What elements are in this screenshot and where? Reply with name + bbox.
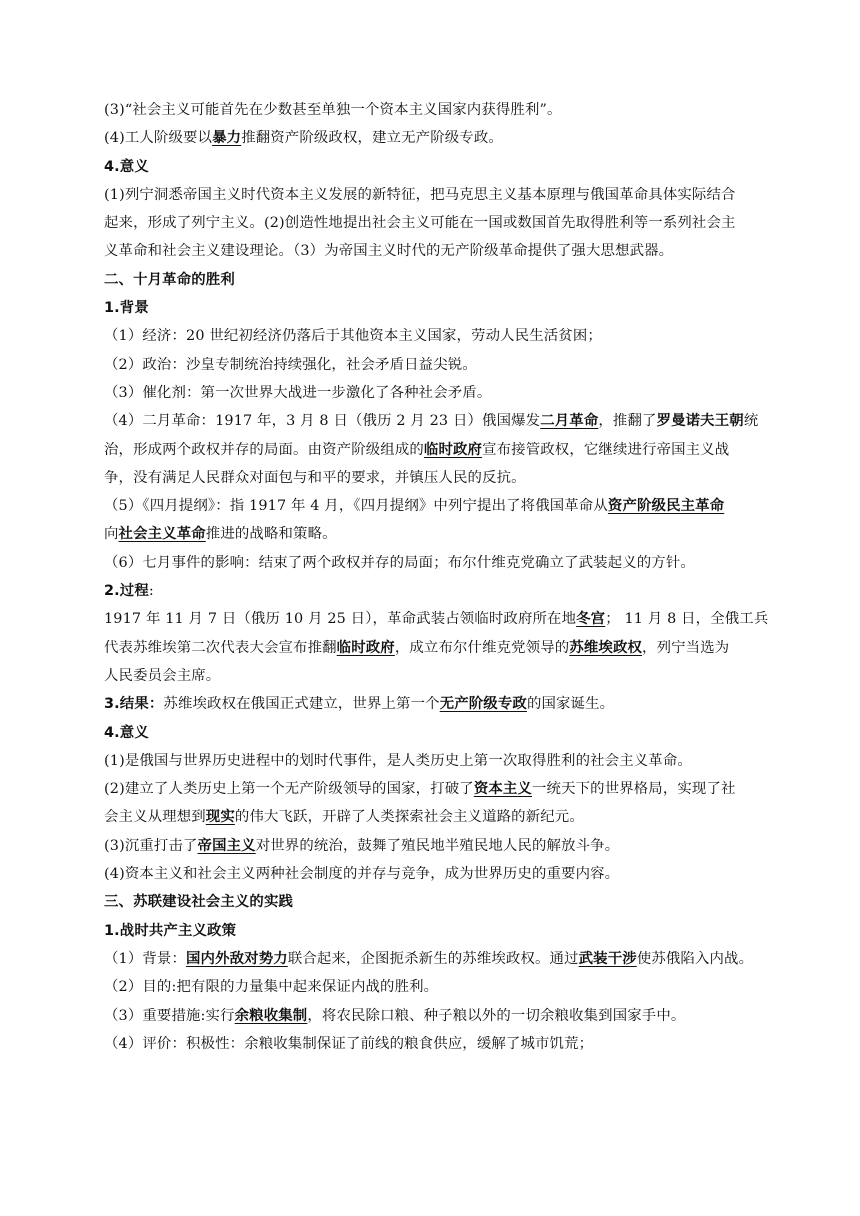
key-term-underlined: 冬宫	[576, 610, 606, 628]
text-line	[104, 605, 769, 633]
text-segment: （3）重要措施:实行	[104, 1007, 235, 1024]
document-page	[104, 96, 769, 1058]
key-term-underlined: 临时政府	[336, 638, 395, 656]
key-term-underlined: 资本主义	[473, 780, 532, 798]
text-segment: （3）催化剂：第一次世界大战进一步激化了各种社会矛盾。	[104, 384, 492, 401]
key-term-underlined: 二月革命	[540, 412, 599, 430]
text-line	[104, 1030, 760, 1058]
text-segment: (2)建立了人类历史上第一个无产阶级领导的国家，打破了	[104, 781, 474, 798]
text-segment: （1）背景：	[104, 950, 187, 967]
key-term-underlined: 无产阶级专政	[439, 695, 527, 713]
text-line	[104, 436, 760, 464]
section-heading	[104, 294, 760, 322]
key-term: 罗曼诺夫王朝	[656, 412, 744, 430]
key-term-underlined: 余粮收集制	[234, 1006, 308, 1024]
text-segment: （2）目的:把有限的力量集中起来保证内战的胜利。	[104, 979, 439, 996]
text-line	[104, 492, 760, 520]
text-segment: 的伟大飞跃，开辟了人类探索社会主义道路的新纪元。	[234, 809, 584, 826]
text-segment: 1917 年 11 月 7 日（俄历 10 月 25 日），革命武装占领临时政府所在地	[104, 611, 577, 628]
text-segment: ，将农民除口粮、种子粮以外的一切余粮收集到国家手中。	[307, 1007, 686, 1024]
text-line	[104, 803, 760, 831]
text-line	[104, 747, 760, 775]
text-segment: 会主义从理想到	[104, 809, 206, 826]
text-line	[104, 96, 760, 124]
text-segment: (1)是俄国与世界历史进程中的划时代事件，是人类历史上第一次取得胜利的社会主义革命。	[104, 752, 692, 769]
text-line	[104, 464, 760, 492]
text-line	[104, 549, 760, 577]
text-line	[104, 860, 760, 888]
text-line	[104, 973, 760, 1001]
text-segment: 推翻资产阶级政权，建立无产阶级专政。	[241, 130, 503, 147]
text-segment: 一统天下的世界格局，实现了社	[531, 781, 736, 798]
text-segment: 统	[743, 413, 759, 430]
text-line	[104, 690, 760, 718]
inline-heading: 3.结果：	[104, 696, 164, 713]
key-term-underlined: 帝国主义	[197, 836, 256, 854]
text-segment: 苏维埃政权在俄国正式建立，世界上第一个	[163, 696, 440, 713]
text-segment: :	[148, 583, 154, 600]
text-segment: 争，没有满足人民群众对面包与和平的要求，并镇压人民的反抗。	[104, 469, 526, 486]
text-segment: 对世界的统治，鼓舞了殖民地半殖民地人民的解放斗争。	[255, 837, 620, 854]
section-heading	[104, 888, 760, 916]
text-segment: 人民委员会主席。	[104, 667, 221, 684]
section-heading	[104, 266, 760, 294]
text-line	[104, 351, 760, 379]
section-heading	[104, 917, 760, 945]
text-segment: (1)列宁洞悉帝国主义时代资本主义发展的新特征，把马克思主义基本原理与俄国革命具体实际结合	[104, 186, 736, 203]
key-term-underlined: 临时政府	[423, 440, 483, 458]
text-line	[104, 322, 760, 350]
text-segment: 2.过程	[104, 583, 149, 600]
section-heading	[104, 153, 760, 181]
text-segment: （5）《四月提纲》：指 1917 年 4 月，《四月提纲》中列宁提出了将俄国革命从	[104, 498, 608, 515]
text-line	[104, 407, 760, 435]
text-segment: 1.战时共产主义政策	[104, 922, 237, 939]
text-segment: 的国家诞生。	[526, 696, 615, 713]
text-line	[104, 124, 760, 152]
key-term-underlined: 现实	[205, 808, 235, 826]
key-term-underlined: 社会主义革命	[118, 525, 206, 543]
key-term-underlined: 苏维埃政权	[569, 638, 643, 656]
text-line	[104, 662, 760, 690]
text-line	[104, 520, 760, 548]
text-segment: 向	[104, 526, 119, 543]
text-segment: ； 11 月 8 日，全俄工兵	[605, 611, 769, 628]
text-segment: (4)资本主义和社会主义两种社会制度的并存与竞争，成为世界历史的重要内容。	[104, 866, 620, 883]
text-segment: 宣布接管政权，它继续进行帝国主义战	[482, 441, 730, 458]
text-line	[104, 1002, 760, 1030]
section-heading	[104, 719, 760, 747]
text-segment: 联合起来，企图扼杀新生的苏维埃政权。通过	[287, 950, 579, 967]
text-segment: (3)沉重打击了	[104, 837, 198, 854]
text-line	[104, 634, 760, 662]
key-term-underlined: 武装干涉	[578, 949, 637, 967]
text-segment: 代表苏维埃第二次代表大会宣布推翻	[104, 639, 337, 656]
text-line	[104, 237, 760, 265]
key-term-underlined: 暴力	[212, 129, 242, 147]
text-segment: 起来，形成了列宁主义。(2)创造性地提出社会主义可能在一国或数国首先取得胜利等一系列社会主	[104, 215, 736, 232]
text-line	[104, 832, 760, 860]
text-segment: （4）二月革命：1917 年，3 月 8 日（俄历 2 月 23 日）俄国爆发	[104, 413, 541, 430]
text-segment: 4.意义	[104, 158, 149, 175]
text-segment: ，成立布尔什维克党领导的	[394, 639, 570, 656]
text-line	[104, 775, 760, 803]
text-segment: 三、苏联建设社会主义的实践	[104, 894, 294, 911]
text-line	[104, 945, 760, 973]
text-segment: （4）评价：积极性：余粮收集制保证了前线的粮食供应，缓解了城市饥荒；	[104, 1035, 594, 1052]
text-segment: 义革命和社会主义建设理论。（3）为帝国主义时代的无产阶级革命提供了强大思想武器。	[104, 243, 674, 260]
text-segment: 使苏俄陷入内战。	[636, 950, 754, 967]
key-term-underlined: 国内外敌对势力	[186, 949, 288, 967]
text-segment: 4.意义	[104, 724, 149, 741]
section-heading	[104, 577, 760, 605]
text-segment: ，推翻了	[598, 413, 657, 430]
text-segment: ，列宁当选为	[642, 639, 730, 656]
key-term-underlined: 资产阶级民主革命	[607, 497, 725, 515]
text-segment: （6）七月事件的影响：结束了两个政权并存的局面；布尔什维克党确立了武装起义的方针。	[104, 554, 695, 571]
text-segment: 二、十月革命的胜利	[104, 271, 235, 288]
text-segment: (4)工人阶级要以	[104, 130, 213, 147]
text-line	[104, 181, 760, 209]
text-segment: 治，形成两个政权并存的局面。由资产阶级组成的	[104, 441, 424, 458]
text-segment: 1.背景	[104, 300, 149, 317]
text-line	[104, 379, 760, 407]
text-segment: (3)“社会主义可能首先在少数甚至单独一个资本主义国家内获得胜利”。	[104, 102, 562, 118]
text-segment: （1）经济：20 世纪初经济仍落后于其他资本主义国家，劳动人民生活贫困；	[104, 328, 602, 345]
text-segment: （2）政治：沙皇专制统治持续强化，社会矛盾日益尖锐。	[104, 356, 477, 373]
text-line	[104, 209, 760, 237]
text-segment: 推进的战略和策略。	[205, 526, 337, 543]
